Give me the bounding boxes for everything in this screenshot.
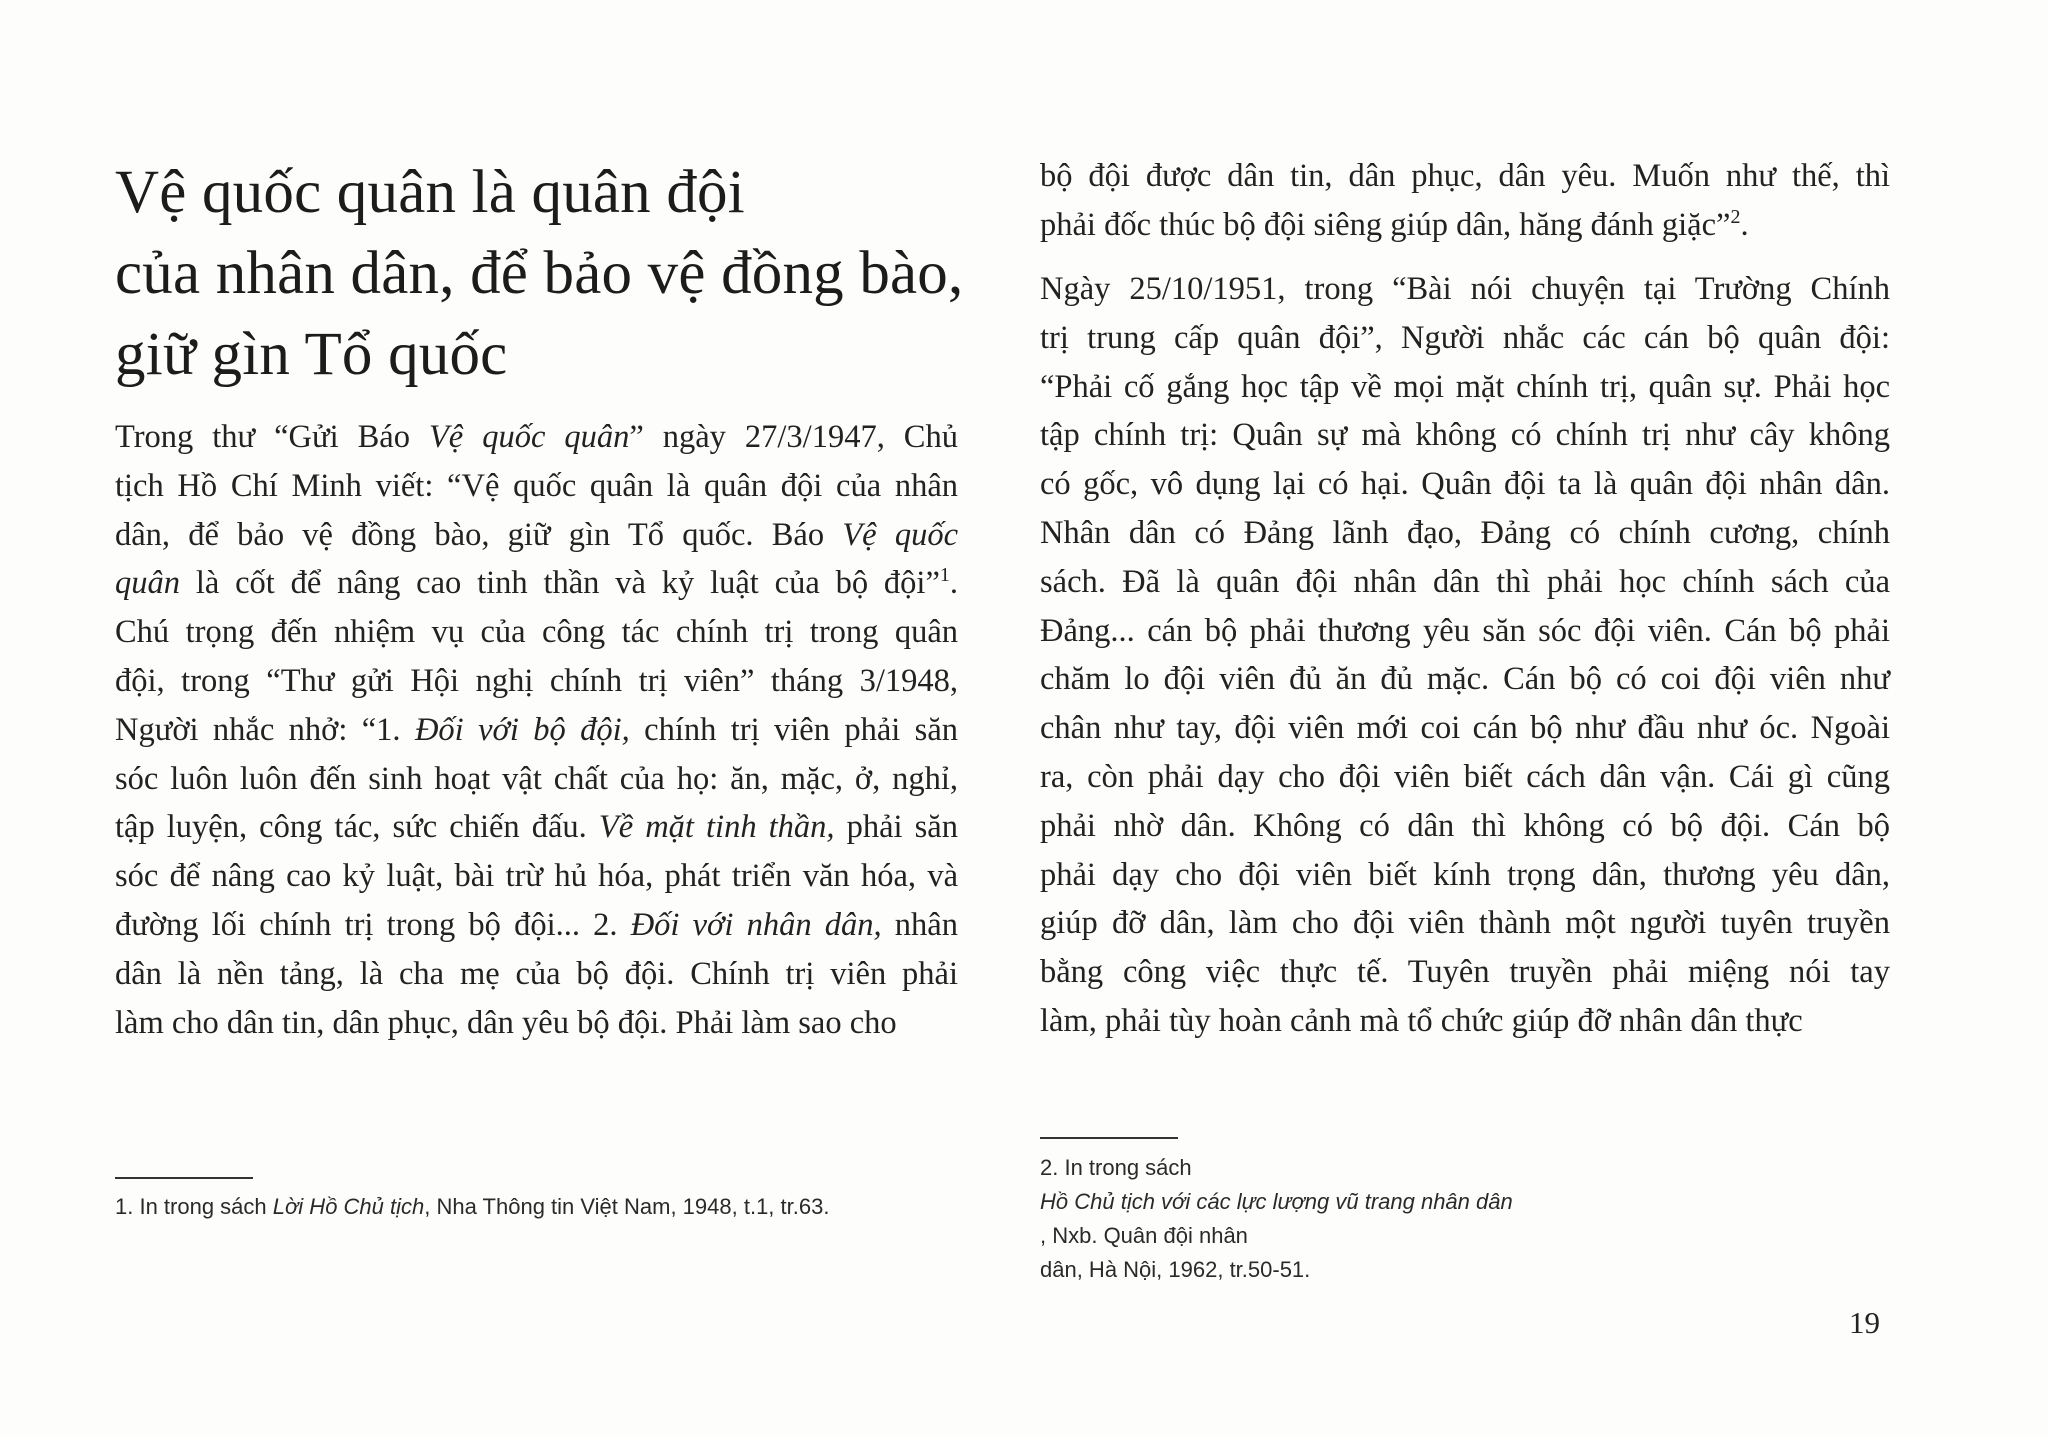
text-run: có gốc, vô dụng lại có hại. Quân đội ta là quân đội nhân dân. [1040,466,1890,503]
text-run: đội, trong “Thư gửi Hội nghị chính trị viên” tháng 3/1948, [115,662,958,699]
text-line [1040,948,1890,997]
chapter-heading [115,152,975,395]
footnote-ref: 1 [939,564,950,587]
text-line [115,999,958,1048]
text-line [1040,558,1890,607]
text-line [1040,753,1890,802]
footnote-divider [1040,1137,1178,1139]
footnote-line [1040,1151,1513,1253]
text-run: dân, để bảo vệ đồng bào, giữ gìn Tổ quốc. Báo [115,516,843,553]
heading-line: Vệ quốc quân là quân đội [115,159,745,226]
text-run: tập luyện, công tác, sức chiến đấu. [115,809,599,846]
text-line [1040,704,1890,753]
text-run: sóc luôn luôn đến sinh hoạt vật chất của họ: ăn, mặc, ở, nghỉ, [115,760,958,797]
footnote-text: , Nha Thông tin Việt Nam, 1948, t.1, tr.63. [424,1194,830,1219]
text-run: . [1740,206,1749,243]
text-run: tập chính trị: Quân sự mà không có chính trị như cây không [1040,417,1890,454]
text-line [115,901,958,950]
text-run: chính trị viên phải săn [629,711,958,748]
text-run: làm, phải tùy hoàn cảnh mà tổ chức giúp đỡ nhân dân thực [1040,1002,1803,1039]
footnote-2 [1040,1151,1513,1287]
text-line [115,755,958,804]
text-run: dân là nền tảng, là cha mẹ của bộ đội. Chính trị viên phải [115,955,958,992]
italic-text: Vệ quốc quân [428,419,630,455]
heading-line: giữ gìn Tổ quốc [115,321,508,388]
footnote-text: 2. In trong sách [1040,1155,1192,1180]
text-line [1040,607,1890,656]
text-line [115,559,958,608]
text-run: bằng công việc thực tế. Tuyên truyền phải miệng nói tay [1040,954,1890,991]
text-line [115,706,958,755]
text-line [115,511,958,560]
text-run: tịch Hồ Chí Minh viết: “Vệ quốc quân là quân đội của nhân [115,467,958,504]
text-run: chân như tay, đội viên mới coi cán bộ như đầu như óc. Ngoài [1040,710,1890,747]
text-run: phải nhờ dân. Không có dân thì không có bộ đội. Cán bộ [1040,807,1890,844]
footnote-line: dân, Hà Nội, 1962, tr.50-51. [1040,1257,1311,1282]
text-line [1040,851,1890,900]
italic-text: Đối với nhân dân, [630,906,882,943]
text-line [115,413,958,462]
text-run: làm cho dân tin, dân phục, dân yêu bộ đội. Phải làm sao cho [115,1004,897,1041]
text-run: nhân [881,906,958,943]
footnote-book-title: Lời Hồ Chủ tịch [272,1194,425,1219]
text-line [115,462,958,511]
text-run: “Phải cố gắng học tập về mọi mặt chính trị, quân sự. Phải học [1040,368,1890,405]
text-line [1040,363,1890,412]
text-line [1040,997,1890,1046]
text-run: giúp đỡ dân, làm cho đội viên thành một người tuyên truyền [1040,905,1890,942]
text-run: phải đốc thúc bộ đội siêng giúp dân, hăng đánh giặc” [1040,206,1731,243]
text-line [1040,655,1890,704]
text-run: Nhân dân có Đảng lãnh đạo, Đảng có chính cương, chính [1040,514,1890,551]
text-line [1040,314,1890,363]
text-run: bộ đội được dân tin, dân phục, dân yêu. Muốn như thế, thì [1040,158,1890,194]
text-run: phải săn [834,809,958,846]
text-run: đường lối chính trị trong bộ đội... 2. [115,906,631,943]
body-paragraph [1040,265,1890,1046]
text-run: . [949,565,958,602]
text-line [115,657,958,706]
text-run: sóc để nâng cao kỷ luật, bài trừ hủ hóa, phát triển văn hóa, và [115,858,958,895]
text-run: sách. Đã là quân đội nhân dân thì phải học chính sách của [1040,563,1890,600]
text-line [1040,460,1890,509]
text-line [1040,802,1890,851]
continued-paragraph [1040,152,1890,250]
text-run: phải dạy cho đội viên biết kính trọng dân, thương yêu dân, [1040,856,1890,893]
italic-text: Vệ quốc [842,516,958,553]
text-run: chăm lo đội viên đủ ăn đủ mặc. Cán bộ có coi đội viên như [1040,661,1890,698]
heading-line: của nhân dân, để bảo vệ đồng bào, [115,240,964,307]
text-line [1040,411,1890,460]
text-run: Ngày 25/10/1951, trong “Bài nói chuyện tại Trường Chính [1040,271,1890,307]
footnote-text: , Nxb. Quân đội nhân [1040,1223,1248,1248]
footnote-book-title: Hồ Chủ tịch với các lực lượng vũ trang nhân dân [1040,1189,1513,1214]
text-run: Đảng... cán bộ phải thương yêu săn sóc đội viên. Cán bộ phải [1040,612,1890,649]
text-line [1040,201,1890,250]
footnote-text: 1. In trong sách [115,1194,273,1219]
text-line [115,608,958,657]
footnote-1 [115,1190,829,1224]
text-run: Chú trọng đến nhiệm vụ của công tác chính trị trong quân [115,614,958,651]
text-line [115,852,958,901]
text-line [115,950,958,999]
text-line [1040,152,1890,201]
footnote-divider [115,1177,253,1179]
italic-text: Về mặt tinh thần, [598,809,835,846]
text-run: Người nhắc nhở: “1. [115,711,415,748]
text-run: trị trung cấp quân đội”, Người nhắc các cán bộ quân đội: [1040,319,1890,356]
text-run: là cốt để nâng cao tinh thần và kỷ luật của bộ đội” [180,565,940,602]
page-number: 19 [1849,1305,1880,1340]
text-run: ” ngày 27/3/1947, Chủ [629,419,958,455]
footnote-ref: 2 [1730,205,1741,228]
text-run: Trong thư “Gửi Báo [115,419,429,455]
italic-text: Đối với bộ đội, [414,711,630,748]
text-line [1040,509,1890,558]
italic-text: quân [115,565,180,602]
text-line [1040,899,1890,948]
text-run: ra, còn phải dạy cho đội viên biết cách dân vận. Cái gì cũng [1040,758,1890,795]
text-line [115,803,958,852]
body-paragraph [115,413,958,1047]
text-line [1040,265,1890,314]
